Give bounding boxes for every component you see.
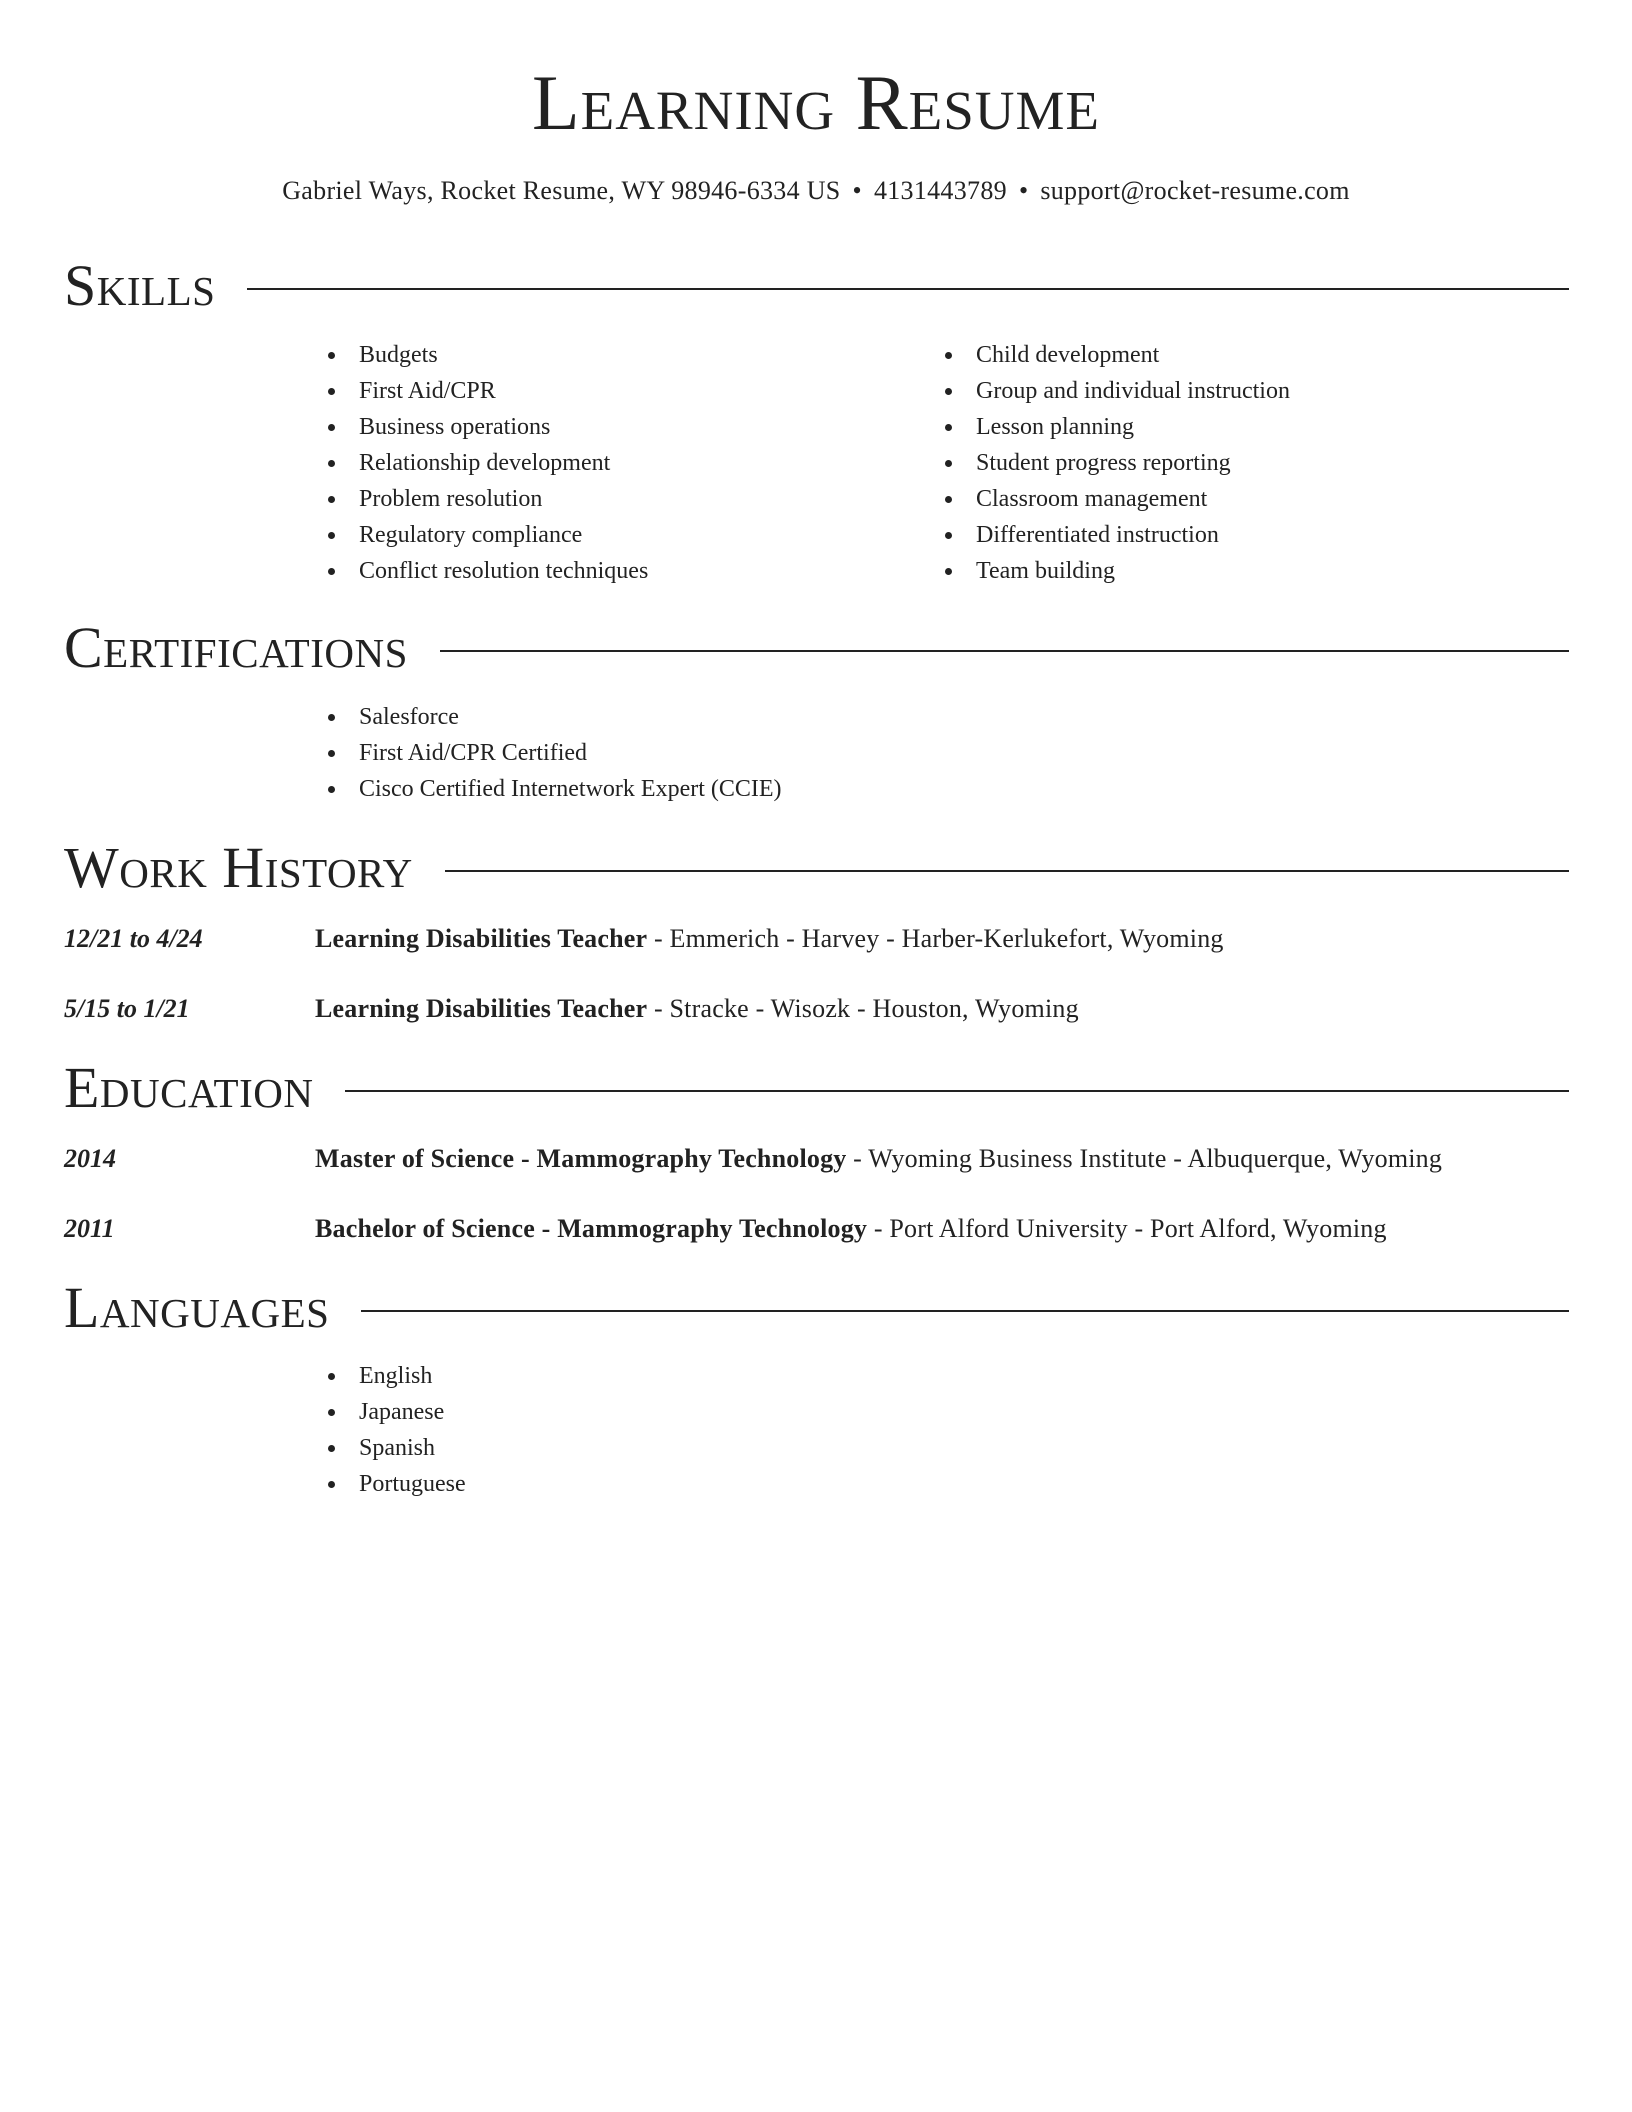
certifications-section-header (64, 615, 1569, 681)
contact-address: Gabriel Ways, Rocket Resume, WY 98946-6334 US (282, 176, 841, 205)
skill-item: Differentiated instruction (945, 517, 1290, 553)
section-divider (247, 288, 1569, 290)
skill-item: Group and individual instruction (945, 373, 1290, 409)
skills-heading: Skills (64, 253, 216, 318)
skill-item: Team building (945, 553, 1290, 589)
certifications-heading: Certifications (64, 615, 408, 680)
resume-title: Learning Resume (531, 59, 1101, 146)
work-dates: 5/15 to 1/21 (64, 994, 190, 1023)
skills-section-header (64, 253, 1569, 319)
degree-title: Bachelor of Science - Mammography Technology (315, 1214, 868, 1243)
school-details: - Wyoming Business Institute - Albuquerque, Wyoming (846, 1144, 1443, 1173)
language-item: Portuguese (328, 1466, 466, 1502)
education-entry (64, 1211, 1569, 1247)
section-divider (445, 870, 1569, 872)
education-entry (64, 1141, 1569, 1177)
language-item: Spanish (328, 1430, 466, 1466)
skills-list-right (945, 337, 1290, 589)
contact-phone: 4131443789 (873, 176, 1007, 205)
skills-list-left (328, 337, 648, 589)
certification-item: Salesforce (328, 699, 782, 735)
languages-section-header (64, 1275, 1569, 1341)
certifications-list (328, 699, 782, 807)
education-section-header (64, 1055, 1569, 1121)
contact-separator: • (1018, 176, 1029, 205)
degree-title: Master of Science - Mammography Technology (315, 1144, 847, 1173)
language-item: English (328, 1358, 466, 1394)
certification-item: Cisco Certified Internetwork Expert (CCIE) (328, 771, 782, 807)
work-description (315, 921, 1224, 957)
employer-details: - Emmerich - Harvey - Harber-Kerlukefort, Wyoming (647, 924, 1224, 953)
section-divider (361, 1310, 1569, 1312)
education-year: 2014 (64, 1144, 116, 1173)
job-title: Learning Disabilities Teacher (315, 924, 648, 953)
skill-item: Lesson planning (945, 409, 1290, 445)
work-entry (64, 991, 1569, 1027)
education-description (315, 1141, 1442, 1177)
employer-details: - Stracke - Wisozk - Houston, Wyoming (647, 994, 1079, 1023)
skill-item: Business operations (328, 409, 648, 445)
work-history-heading: Work History (64, 835, 413, 900)
contact-line (0, 174, 1632, 208)
languages-heading: Languages (64, 1275, 330, 1340)
work-dates: 12/21 to 4/24 (64, 924, 203, 953)
education-description (315, 1211, 1387, 1247)
work-description (315, 991, 1079, 1027)
language-item: Japanese (328, 1394, 466, 1430)
skill-item: Problem resolution (328, 481, 648, 517)
education-year: 2011 (64, 1214, 115, 1243)
work-history-section-header (64, 835, 1569, 901)
skill-item: Child development (945, 337, 1290, 373)
contact-email: support@rocket-resume.com (1040, 176, 1350, 205)
skill-item: Regulatory compliance (328, 517, 648, 553)
education-heading: Education (64, 1055, 314, 1120)
skill-item: Conflict resolution techniques (328, 553, 648, 589)
languages-list (328, 1358, 466, 1502)
section-divider (345, 1090, 1569, 1092)
contact-separator: • (852, 176, 862, 205)
work-entry (64, 921, 1569, 957)
skill-item: Classroom management (945, 481, 1290, 517)
job-title: Learning Disabilities Teacher (315, 994, 648, 1023)
certification-item: First Aid/CPR Certified (328, 735, 782, 771)
skill-item: Student progress reporting (945, 445, 1290, 481)
skill-item: First Aid/CPR (328, 373, 648, 409)
section-divider (440, 650, 1569, 652)
skill-item: Relationship development (328, 445, 648, 481)
school-details: - Port Alford University - Port Alford, Wyoming (867, 1214, 1387, 1243)
skill-item: Budgets (328, 337, 648, 373)
